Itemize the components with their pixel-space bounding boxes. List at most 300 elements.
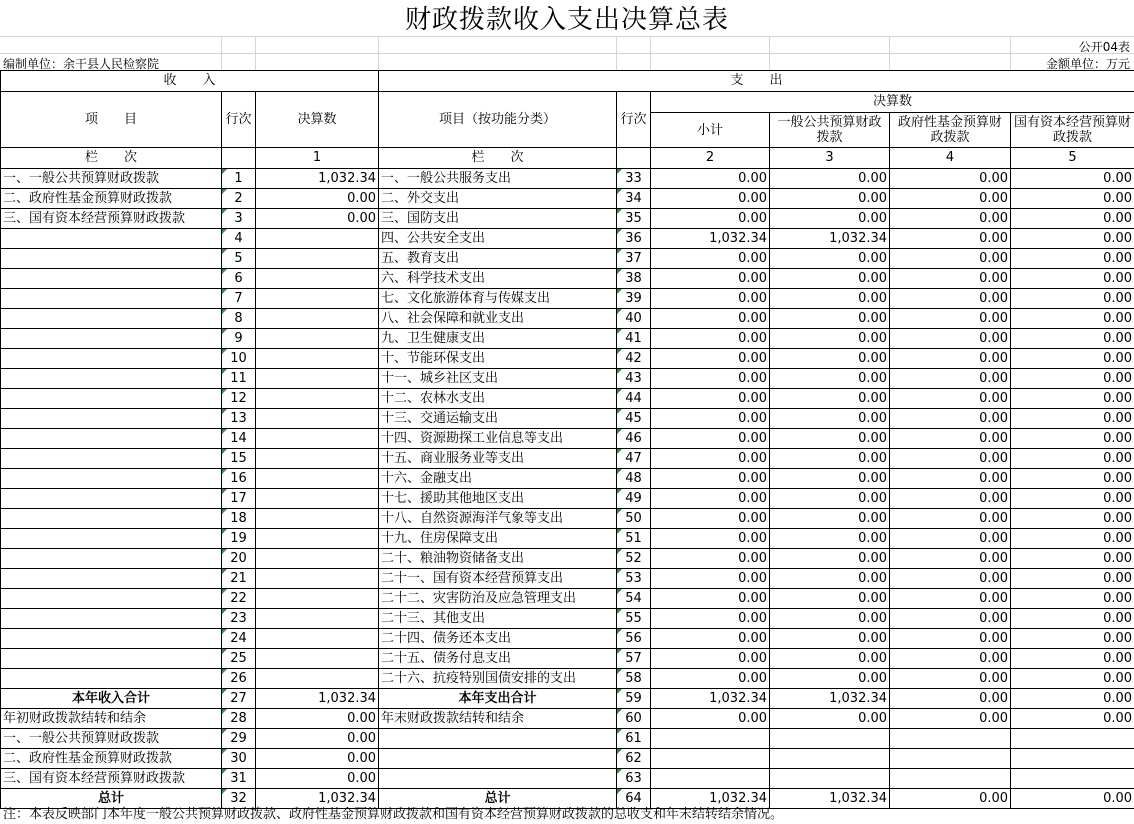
table-row	[1, 429, 1134, 449]
income-row-no: 13	[222, 409, 256, 429]
expense-subtotal	[651, 769, 770, 789]
expense-state-capital: 0.00	[1011, 529, 1134, 549]
expense-row-no: 49	[617, 489, 651, 509]
expense-general-budget: 0.00	[770, 609, 890, 629]
expense-state-capital: 0.00	[1011, 369, 1134, 389]
expense-row-no: 40	[617, 309, 651, 329]
expense-state-capital: 0.00	[1011, 389, 1134, 409]
income-amount: 0.00	[256, 749, 379, 769]
expense-item: 十一、城乡社区支出	[379, 369, 617, 389]
income-row-no: 17	[222, 489, 256, 509]
expense-item: 一、一般公共服务支出	[379, 169, 617, 189]
expense-general-budget: 0.00	[770, 269, 890, 289]
income-amount	[256, 409, 379, 429]
expense-general-budget	[770, 749, 890, 769]
income-amount: 0.00	[256, 729, 379, 749]
expense-header: 支 出	[379, 71, 1134, 92]
income-item: 二、政府性基金预算财政拨款	[1, 749, 222, 769]
income-item	[1, 409, 222, 429]
expense-subtotal	[651, 749, 770, 769]
table-row	[1, 169, 1134, 189]
income-amount: 1,032.34	[256, 789, 379, 809]
expense-state-capital: 0.00	[1011, 449, 1134, 469]
expense-subtotal: 0.00	[651, 249, 770, 269]
income-item: 三、国有资本经营预算财政拨款	[1, 769, 222, 789]
gridline	[769, 36, 770, 70]
expense-subtotal: 0.00	[651, 269, 770, 289]
expense-subtotal: 0.00	[651, 209, 770, 229]
general-budget-header: 一般公共预算财政拨款	[770, 113, 890, 148]
table-row	[1, 209, 1134, 229]
expense-general-budget	[770, 769, 890, 789]
expense-general-budget: 0.00	[770, 449, 890, 469]
expense-state-capital: 0.00	[1011, 689, 1134, 709]
income-amount	[256, 369, 379, 389]
expense-item: 二十四、债务还本支出	[379, 629, 617, 649]
expense-gov-fund: 0.00	[890, 269, 1011, 289]
income-amount	[256, 509, 379, 529]
income-row-no: 8	[222, 309, 256, 329]
expense-general-budget: 1,032.34	[770, 229, 890, 249]
expense-general-budget: 0.00	[770, 249, 890, 269]
empty-cell	[222, 148, 256, 169]
gridline	[378, 36, 379, 70]
expense-row-no: 47	[617, 449, 651, 469]
expense-gov-fund: 0.00	[890, 549, 1011, 569]
income-amount	[256, 309, 379, 329]
expense-item: 九、卫生健康支出	[379, 329, 617, 349]
expense-row-no: 53	[617, 569, 651, 589]
expense-item: 三、国防支出	[379, 209, 617, 229]
expense-state-capital: 0.00	[1011, 229, 1134, 249]
item-header: 项 目	[1, 92, 222, 148]
row-no-header: 行次	[222, 92, 256, 148]
expense-subtotal: 0.00	[651, 189, 770, 209]
gridline	[616, 36, 617, 70]
expense-gov-fund: 0.00	[890, 789, 1011, 809]
income-item	[1, 549, 222, 569]
expense-general-budget: 0.00	[770, 169, 890, 189]
income-item	[1, 329, 222, 349]
income-item	[1, 229, 222, 249]
income-amount	[256, 389, 379, 409]
expense-general-budget	[770, 729, 890, 749]
income-amount	[256, 469, 379, 489]
gridline	[0, 53, 1134, 54]
expense-state-capital: 0.00	[1011, 269, 1134, 289]
expense-state-capital: 0.00	[1011, 409, 1134, 429]
expense-general-budget: 0.00	[770, 569, 890, 589]
expense-subtotal: 0.00	[651, 629, 770, 649]
expense-row-no: 50	[617, 509, 651, 529]
income-row-no: 20	[222, 549, 256, 569]
income-item	[1, 569, 222, 589]
expense-general-budget: 0.00	[770, 669, 890, 689]
income-row-no: 7	[222, 289, 256, 309]
income-row-no: 5	[222, 249, 256, 269]
income-row-no: 19	[222, 529, 256, 549]
income-item	[1, 289, 222, 309]
expense-gov-fund: 0.00	[890, 349, 1011, 369]
expense-item	[379, 749, 617, 769]
income-header: 收 入	[1, 71, 379, 92]
expense-general-budget: 0.00	[770, 589, 890, 609]
expense-state-capital	[1011, 769, 1134, 789]
expense-state-capital: 0.00	[1011, 249, 1134, 269]
expense-state-capital: 0.00	[1011, 469, 1134, 489]
income-amount	[256, 529, 379, 549]
expense-row-no: 59	[617, 689, 651, 709]
income-item	[1, 389, 222, 409]
expense-item: 二十、粮油物资储备支出	[379, 549, 617, 569]
expense-row-no: 61	[617, 729, 651, 749]
income-item	[1, 589, 222, 609]
expense-row-no: 46	[617, 429, 651, 449]
money-unit: 金额单位：万元	[1045, 57, 1130, 71]
expense-general-budget: 0.00	[770, 509, 890, 529]
table-row	[1, 769, 1134, 789]
expense-state-capital: 0.00	[1011, 669, 1134, 689]
table-row	[1, 369, 1134, 389]
income-amount: 0.00	[256, 209, 379, 229]
table-row	[1, 589, 1134, 609]
expense-row-no: 42	[617, 349, 651, 369]
expense-item: 十九、住房保障支出	[379, 529, 617, 549]
expense-general-budget: 0.00	[770, 349, 890, 369]
income-item	[1, 429, 222, 449]
column-number: 2	[651, 148, 770, 169]
expense-general-budget: 0.00	[770, 709, 890, 729]
expense-state-capital: 0.00	[1011, 709, 1134, 729]
income-row-no: 30	[222, 749, 256, 769]
expense-subtotal: 0.00	[651, 569, 770, 589]
income-item: 一、一般公共预算财政拨款	[1, 729, 222, 749]
expense-gov-fund: 0.00	[890, 249, 1011, 269]
empty-cell	[617, 148, 651, 169]
expense-state-capital: 0.00	[1011, 429, 1134, 449]
expense-gov-fund: 0.00	[890, 709, 1011, 729]
expense-subtotal: 0.00	[651, 649, 770, 669]
expense-general-budget: 0.00	[770, 409, 890, 429]
expense-row-no: 39	[617, 289, 651, 309]
income-row-no: 27	[222, 689, 256, 709]
gridline	[650, 36, 651, 70]
table-row	[1, 649, 1134, 669]
expense-state-capital: 0.00	[1011, 509, 1134, 529]
expense-gov-fund: 0.00	[890, 209, 1011, 229]
income-item: 年初财政拨款结转和结余	[1, 709, 222, 729]
income-row-no: 29	[222, 729, 256, 749]
expense-gov-fund: 0.00	[890, 309, 1011, 329]
income-row-no: 12	[222, 389, 256, 409]
expense-subtotal: 0.00	[651, 429, 770, 449]
expense-item: 二十五、债务付息支出	[379, 649, 617, 669]
expense-general-budget: 0.00	[770, 549, 890, 569]
expense-item: 总计	[379, 789, 617, 809]
table-row	[1, 329, 1134, 349]
expense-item: 十六、金融支出	[379, 469, 617, 489]
expense-subtotal: 0.00	[651, 349, 770, 369]
income-amount	[256, 269, 379, 289]
expense-subtotal: 1,032.34	[651, 689, 770, 709]
table-row	[1, 389, 1134, 409]
expense-row-no: 43	[617, 369, 651, 389]
expense-general-budget: 0.00	[770, 329, 890, 349]
income-amount	[256, 229, 379, 249]
expense-general-budget: 0.00	[770, 389, 890, 409]
income-amount	[256, 329, 379, 349]
expense-gov-fund: 0.00	[890, 189, 1011, 209]
table-row	[1, 309, 1134, 329]
expense-gov-fund: 0.00	[890, 609, 1011, 629]
expense-subtotal: 0.00	[651, 469, 770, 489]
expense-general-budget: 0.00	[770, 489, 890, 509]
expense-state-capital: 0.00	[1011, 549, 1134, 569]
expense-row-no: 56	[617, 629, 651, 649]
expense-item: 四、公共安全支出	[379, 229, 617, 249]
income-item	[1, 509, 222, 529]
income-row-no: 2	[222, 189, 256, 209]
table-row	[1, 749, 1134, 769]
table-row	[1, 269, 1134, 289]
expense-gov-fund: 0.00	[890, 409, 1011, 429]
expense-state-capital: 0.00	[1011, 349, 1134, 369]
expense-row-no: 48	[617, 469, 651, 489]
expense-subtotal: 0.00	[651, 529, 770, 549]
expense-subtotal: 0.00	[651, 389, 770, 409]
income-amount	[256, 349, 379, 369]
income-item	[1, 369, 222, 389]
income-item: 本年收入合计	[1, 689, 222, 709]
expense-item: 二十一、国有资本经营预算支出	[379, 569, 617, 589]
expense-gov-fund: 0.00	[890, 689, 1011, 709]
expense-subtotal: 0.00	[651, 409, 770, 429]
table-row	[1, 249, 1134, 269]
income-amount	[256, 569, 379, 589]
table-row	[1, 469, 1134, 489]
income-amount: 0.00	[256, 189, 379, 209]
gov-fund-header: 政府性基金预算财政拨款	[890, 113, 1011, 148]
expense-subtotal: 0.00	[651, 509, 770, 529]
expense-item: 年末财政拨款结转和结余	[379, 709, 617, 729]
expense-gov-fund: 0.00	[890, 429, 1011, 449]
expense-gov-fund: 0.00	[890, 169, 1011, 189]
expense-row-no: 58	[617, 669, 651, 689]
table-row	[1, 549, 1134, 569]
expense-row-no: 33	[617, 169, 651, 189]
expense-state-capital	[1011, 729, 1134, 749]
income-row-no: 4	[222, 229, 256, 249]
expense-gov-fund: 0.00	[890, 629, 1011, 649]
gridline	[221, 36, 222, 70]
income-row-no: 10	[222, 349, 256, 369]
income-amount	[256, 609, 379, 629]
expense-gov-fund: 0.00	[890, 229, 1011, 249]
gridline	[255, 36, 256, 70]
income-row-no: 3	[222, 209, 256, 229]
income-item	[1, 669, 222, 689]
expense-item: 十四、资源勘探工业信息等支出	[379, 429, 617, 449]
expense-general-budget: 0.00	[770, 469, 890, 489]
expense-gov-fund: 0.00	[890, 509, 1011, 529]
income-row-no: 24	[222, 629, 256, 649]
income-amount	[256, 449, 379, 469]
column-label: 栏 次	[1, 148, 222, 169]
expense-subtotal: 0.00	[651, 449, 770, 469]
expense-general-budget: 1,032.34	[770, 689, 890, 709]
income-row-no: 14	[222, 429, 256, 449]
income-row-no: 31	[222, 769, 256, 789]
expense-row-no: 45	[617, 409, 651, 429]
expense-row-no: 64	[617, 789, 651, 809]
table-row	[1, 609, 1134, 629]
expense-subtotal: 1,032.34	[651, 789, 770, 809]
expense-general-budget: 0.00	[770, 629, 890, 649]
expense-gov-fund: 0.00	[890, 529, 1011, 549]
income-row-no: 26	[222, 669, 256, 689]
expense-state-capital: 0.00	[1011, 629, 1134, 649]
table-row	[1, 669, 1134, 689]
income-item: 三、国有资本经营预算财政拨款	[1, 209, 222, 229]
income-amount: 1,032.34	[256, 689, 379, 709]
income-amount	[256, 549, 379, 569]
income-row-no: 11	[222, 369, 256, 389]
income-item	[1, 469, 222, 489]
table-row	[1, 229, 1134, 249]
expense-general-budget: 0.00	[770, 209, 890, 229]
expense-general-budget: 0.00	[770, 309, 890, 329]
expense-state-capital: 0.00	[1011, 789, 1134, 809]
table-row	[1, 409, 1134, 429]
expense-row-no: 34	[617, 189, 651, 209]
table-row	[1, 449, 1134, 469]
expense-gov-fund: 0.00	[890, 469, 1011, 489]
budget-table	[0, 70, 1134, 809]
final-amount-group-header: 决算数	[651, 92, 1134, 113]
expense-row-no: 51	[617, 529, 651, 549]
table-row	[1, 509, 1134, 529]
state-capital-header: 国有资本经营预算财政拨款	[1011, 113, 1134, 148]
final-amount-header: 决算数	[256, 92, 379, 148]
income-item	[1, 449, 222, 469]
expense-state-capital	[1011, 749, 1134, 769]
expense-subtotal: 0.00	[651, 169, 770, 189]
expense-gov-fund: 0.00	[890, 649, 1011, 669]
expense-item: 十五、商业服务业等支出	[379, 449, 617, 469]
row-no-header-2: 行次	[617, 92, 651, 148]
page-title: 财政拨款收入支出决算总表	[404, 5, 729, 35]
func-item-header: 项目（按功能分类）	[379, 92, 617, 148]
income-item	[1, 349, 222, 369]
income-item: 二、政府性基金预算财政拨款	[1, 189, 222, 209]
gridline	[0, 36, 1134, 37]
expense-subtotal: 0.00	[651, 549, 770, 569]
table-row	[1, 349, 1134, 369]
table-row	[1, 289, 1134, 309]
income-amount	[256, 289, 379, 309]
expense-gov-fund: 0.00	[890, 489, 1011, 509]
expense-row-no: 57	[617, 649, 651, 669]
expense-item: 二十六、抗疫特别国债安排的支出	[379, 669, 617, 689]
expense-gov-fund: 0.00	[890, 389, 1011, 409]
expense-row-no: 44	[617, 389, 651, 409]
expense-item: 七、文化旅游体育与传媒支出	[379, 289, 617, 309]
expense-general-budget: 0.00	[770, 429, 890, 449]
expense-row-no: 35	[617, 209, 651, 229]
column-label: 栏 次	[379, 148, 617, 169]
expense-subtotal: 0.00	[651, 589, 770, 609]
expense-gov-fund: 0.00	[890, 669, 1011, 689]
expense-subtotal: 0.00	[651, 669, 770, 689]
expense-subtotal: 0.00	[651, 289, 770, 309]
expense-row-no: 55	[617, 609, 651, 629]
income-amount	[256, 649, 379, 669]
expense-row-no: 62	[617, 749, 651, 769]
income-item: 一、一般公共预算财政拨款	[1, 169, 222, 189]
income-row-no: 23	[222, 609, 256, 629]
income-amount: 1,032.34	[256, 169, 379, 189]
expense-item	[379, 769, 617, 789]
table-row	[1, 709, 1134, 729]
table-row	[1, 489, 1134, 509]
expense-item: 十二、农林水支出	[379, 389, 617, 409]
income-row-no: 28	[222, 709, 256, 729]
subtotal-header: 小计	[651, 113, 770, 148]
expense-general-budget: 0.00	[770, 289, 890, 309]
table-row	[1, 529, 1134, 549]
expense-subtotal: 0.00	[651, 309, 770, 329]
income-amount: 0.00	[256, 709, 379, 729]
expense-row-no: 36	[617, 229, 651, 249]
expense-state-capital: 0.00	[1011, 169, 1134, 189]
expense-general-budget: 0.00	[770, 649, 890, 669]
income-row-no: 1	[222, 169, 256, 189]
expense-state-capital: 0.00	[1011, 289, 1134, 309]
income-amount	[256, 249, 379, 269]
expense-subtotal: 0.00	[651, 329, 770, 349]
expense-general-budget: 0.00	[770, 529, 890, 549]
expense-state-capital: 0.00	[1011, 489, 1134, 509]
form-code: 公开04表	[1078, 40, 1130, 54]
income-item	[1, 269, 222, 289]
expense-general-budget: 1,032.34	[770, 789, 890, 809]
expense-item: 五、教育支出	[379, 249, 617, 269]
income-row-no: 16	[222, 469, 256, 489]
income-row-no: 25	[222, 649, 256, 669]
income-item	[1, 309, 222, 329]
table-row	[1, 729, 1134, 749]
income-item	[1, 629, 222, 649]
expense-general-budget: 0.00	[770, 189, 890, 209]
income-row-no: 15	[222, 449, 256, 469]
expense-subtotal: 0.00	[651, 369, 770, 389]
column-number: 4	[890, 148, 1011, 169]
expense-subtotal: 0.00	[651, 709, 770, 729]
expense-state-capital: 0.00	[1011, 569, 1134, 589]
expense-gov-fund: 0.00	[890, 449, 1011, 469]
expense-gov-fund: 0.00	[890, 369, 1011, 389]
income-item	[1, 529, 222, 549]
income-item	[1, 489, 222, 509]
income-amount: 0.00	[256, 769, 379, 789]
expense-row-no: 60	[617, 709, 651, 729]
income-item	[1, 249, 222, 269]
expense-row-no: 38	[617, 269, 651, 289]
expense-row-no: 37	[617, 249, 651, 269]
table-row	[1, 189, 1134, 209]
expense-item: 十三、交通运输支出	[379, 409, 617, 429]
expense-gov-fund: 0.00	[890, 589, 1011, 609]
